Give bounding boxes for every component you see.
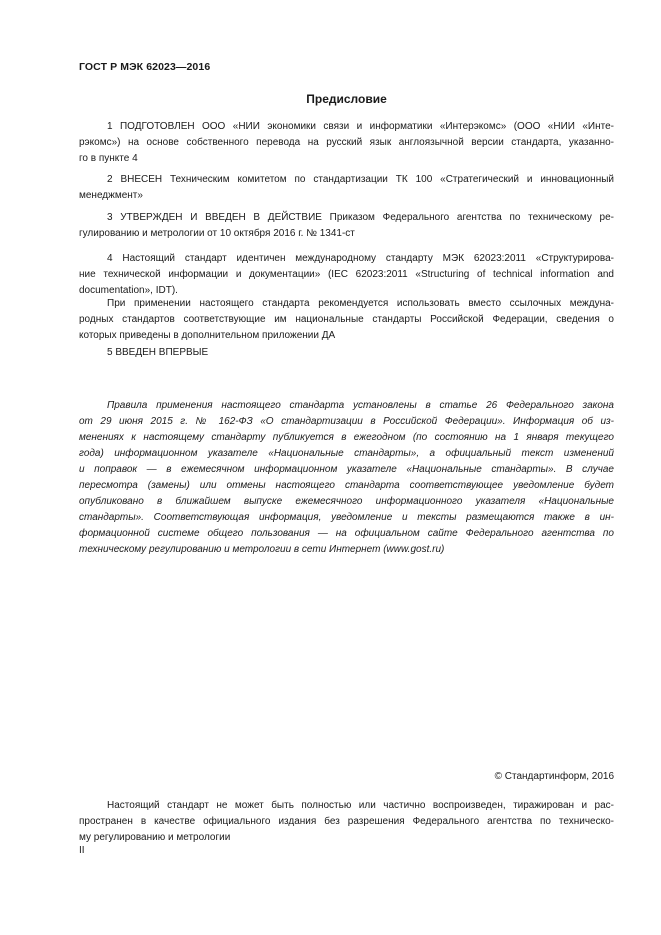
foreword-item-4 [79, 251, 614, 299]
text-line: documentation», IDT). [79, 285, 178, 296]
text-line: 5 ВВЕДЕН ВПЕРВЫЕ [107, 347, 209, 358]
text-line: стандарты». Соответствующая информация, уведомление и тексты размещаются также в ин- [79, 512, 614, 523]
foreword-item-1 [79, 119, 614, 167]
text-line: При применении настоящего стандарта рекомендуется использовать вместо ссылочных междуна- [107, 298, 614, 309]
reproduction-notice [79, 798, 614, 846]
text-line: опубликовано в ближайшем выпуске ежемесячного информационного указателя «Национальные [79, 496, 614, 507]
foreword-item-3 [79, 210, 614, 242]
text-line: го в пункте 4 [79, 153, 138, 164]
text-line: ние технической информации и документации» (IEC 62023:2011 «Structuring of technical information and [79, 269, 614, 280]
text-line: гулированию и метрологии от 10 октября 2016 г. № 1341-ст [79, 228, 355, 239]
text-line: родных стандартов соответствующие им национальные стандарты Российской Федерации, сведения о [79, 314, 614, 325]
page-number: II [79, 845, 85, 856]
rules-notice [79, 398, 614, 558]
text-line: техническому регулированию и метрологии в сети Интернет (www.gost.ru) [79, 544, 445, 555]
text-line: 4 Настоящий стандарт идентичен международному стандарту МЭК 62023:2011 «Структурирова- [107, 253, 614, 264]
text-line: му регулированию и метрологии [79, 832, 231, 843]
text-line: 1 ПОДГОТОВЛЕН ООО «НИИ экономики связи и информатики «Интерэкомс» (ООО «НИИ «Инте- [107, 121, 614, 132]
foreword-item-4-note [79, 296, 614, 344]
text-line: менеджмент» [79, 190, 143, 201]
text-line: и поправок — в ежемесячном информационном указателе «Национальные стандарты». В случае [79, 464, 614, 475]
text-line: пространен в качестве официального издания без разрешения Федерального агентства по техническо- [79, 816, 614, 827]
foreword-item-5 [79, 345, 614, 361]
text-line: года) информационном указателе «Национальные стандарты», а официальный текст изменений [79, 448, 614, 459]
text-line: 3 УТВЕРЖДЕН И ВВЕДЕН В ДЕЙСТВИЕ Приказом Федерального агентства по техническому ре- [107, 212, 614, 223]
text-line: формационной системе общего пользования — на официальном сайте Федерального агентства по [79, 528, 614, 539]
page-title: Предисловие [306, 92, 387, 106]
copyright-notice: © Стандартинформ, 2016 [494, 771, 614, 782]
standard-code-header: ГОСТ Р МЭК 62023—2016 [79, 61, 211, 73]
text-line: Настоящий стандарт не может быть полностью или частично воспроизведен, тиражирован и рас- [107, 800, 614, 811]
text-line: менениях к настоящему стандарту публикуется в ежегодном (по состоянию на 1 января текущего [79, 432, 614, 443]
foreword-item-2 [79, 172, 614, 204]
text-line: Правила применения настоящего стандарта установлены в статье 26 Федерального закона [107, 400, 614, 411]
text-line: рэкомс») на основе собственного перевода на русский язык англоязычной версии стандарта, указанно- [79, 137, 614, 148]
text-line: которых приведены в дополнительном приложении ДА [79, 330, 336, 341]
text-line: пересмотра (замены) или отмены настоящего стандарта соответствующее уведомление будет [79, 480, 614, 491]
text-line: от 29 июня 2015 г. № 162-ФЗ «О стандартизации в Российской Федерации». Информация об из- [79, 416, 614, 427]
text-line: 2 ВНЕСЕН Техническим комитетом по стандартизации ТК 100 «Стратегический и инновационный [107, 174, 614, 185]
